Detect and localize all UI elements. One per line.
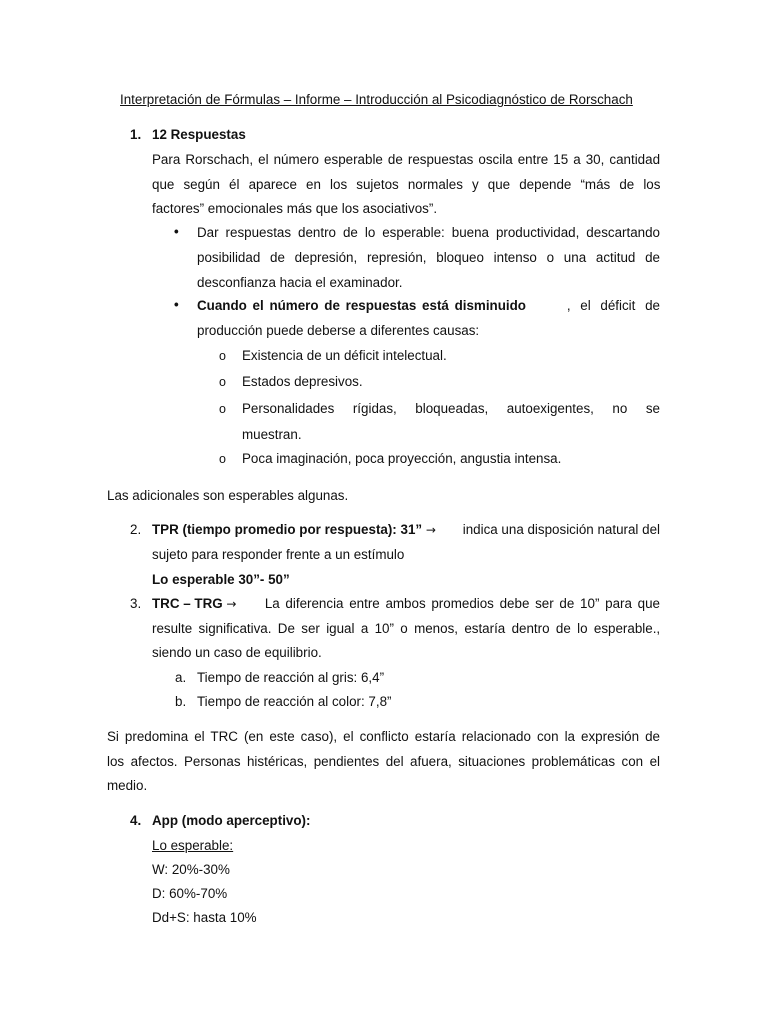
sub-bullet-text: Poca imaginación, poca proyección, angustia intensa.: [242, 451, 562, 466]
section-1-number: 1.: [130, 127, 142, 142]
bullet-2-line: [197, 298, 660, 314]
bullet-2-line: producción puede deberse a diferentes causas:: [197, 323, 480, 338]
list-marker-a: a.: [175, 670, 187, 685]
section-3-bold-text: TRC – TRG: [152, 596, 223, 611]
circle-bullet-icon: o: [219, 402, 226, 416]
bullet-1-line: posibilidad de depresión, represión, bloqueo intenso o una actitud de: [197, 250, 660, 265]
arrow-right-icon: →: [226, 597, 237, 611]
section-1-heading: 12 Respuestas: [152, 127, 246, 142]
section-1-para-line: Para Rorschach, el número esperable de respuestas oscila entre 15 a 30, cantidad: [152, 152, 661, 167]
bullet-1-line: desconfianza hacia el examinador.: [197, 275, 403, 290]
section-3-line: [152, 596, 660, 612]
circle-bullet-icon: o: [219, 375, 226, 389]
section-4-d-value: D: 60%-70%: [152, 886, 228, 901]
section-2-number: 2.: [130, 522, 142, 537]
trc-paragraph-line: los afectos. Personas histéricas, pendientes del afuera, situaciones problemáticas con el: [107, 754, 660, 769]
sub-bullet-text: Existencia de un déficit intelectual.: [242, 348, 447, 363]
adicionales-paragraph: Las adicionales son esperables algunas.: [107, 488, 349, 503]
trc-paragraph-line: Si predomina el TRC (en este caso), el conflicto estaría relacionado con la expresión de: [107, 729, 660, 744]
section-2-line: [152, 522, 660, 538]
section-4-w-value: W: 20%-30%: [152, 862, 230, 877]
circle-bullet-icon: o: [219, 452, 226, 466]
section-4-number: 4.: [130, 813, 142, 828]
section-3-item-a: Tiempo de reacción al gris: 6,4”: [197, 670, 385, 685]
list-marker-b: b.: [175, 694, 187, 709]
section-2-expected: Lo esperable 30”- 50”: [152, 572, 290, 587]
bullet-icon: •: [174, 224, 179, 239]
bullet-2-rest-text: , el déficit de: [566, 298, 660, 313]
section-3-rest-text: La diferencia entre ambos promedios debe ser de 10” para que: [264, 596, 660, 611]
section-4-heading: App (modo aperceptivo):: [152, 813, 311, 828]
document-title: Interpretación de Fórmulas – Informe – Introducción al Psicodiagnóstico de Rorschach: [120, 92, 633, 107]
section-1-para-line: que según él aparece en los sujetos normales y que depende “más de los: [152, 177, 661, 192]
trc-paragraph-line: medio.: [107, 778, 148, 793]
sub-bullet-text: muestran.: [242, 427, 302, 442]
section-3-line: siendo un caso de equilibrio.: [152, 645, 322, 660]
section-2-rest-text: indica una disposición natural del: [462, 522, 660, 537]
bullet-icon: •: [174, 297, 179, 312]
bullet-1-line: Dar respuestas dentro de lo esperable: buena productividad, descartando: [197, 225, 660, 240]
section-3-number: 3.: [130, 596, 142, 611]
section-4-expected: Lo esperable:: [152, 838, 234, 853]
sub-bullet-text: Personalidades rígidas, bloqueadas, autoexigentes, no se: [242, 401, 660, 416]
circle-bullet-icon: o: [219, 349, 226, 363]
section-1-para-line: factores” emocionales más que los asociativos”.: [152, 201, 438, 216]
section-4-dds-value: Dd+S: hasta 10%: [152, 910, 257, 925]
section-2-bold-text: TPR (tiempo promedio por respuesta): 31”: [152, 522, 423, 537]
section-2-line: sujeto para responder frente a un estímulo: [152, 547, 405, 562]
section-3-item-b: Tiempo de reacción al color: 7,8”: [197, 694, 392, 709]
bullet-2-bold-text: Cuando el número de respuestas está disminuido: [197, 298, 526, 313]
arrow-right-icon: →: [425, 523, 436, 537]
sub-bullet-text: Estados depresivos.: [242, 374, 363, 389]
section-3-line: resulte significativa. De ser igual a 10” o menos, estaría dentro de lo esperable.,: [152, 621, 661, 636]
